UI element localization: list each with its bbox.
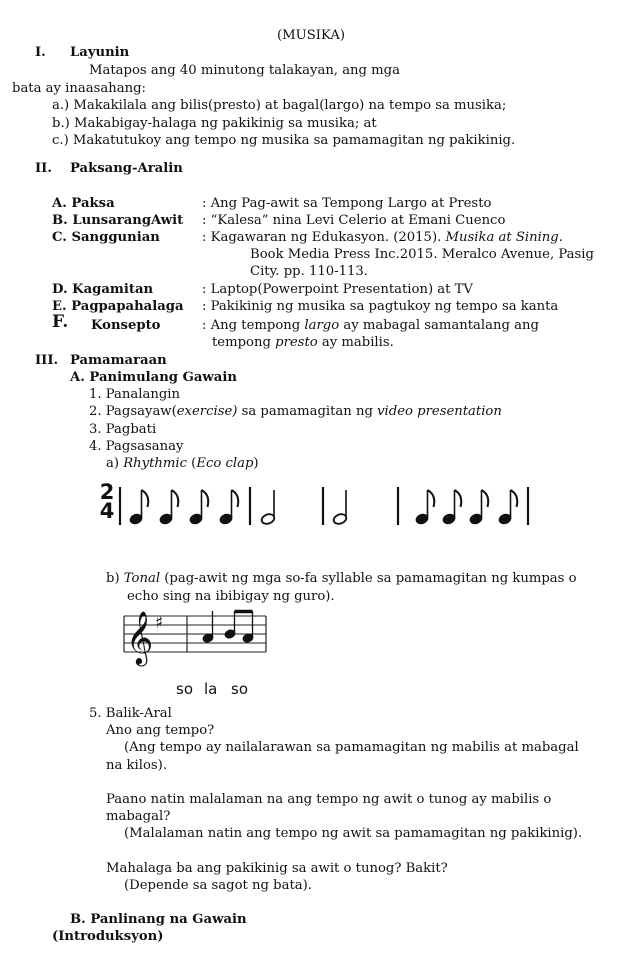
rhythmic-post: ) [253, 456, 259, 471]
objectives-intro-line-1: Matapos ang 40 minutong talakayan, ang mga [89, 63, 400, 78]
tonal-post: (pag-awit ng mga so-fa syllable sa pamamagitan ng kumpas o [160, 571, 577, 586]
review-answer-1-line-1: (Ang tempo ay nailalarawan sa pamamagitan ng mabilis at mabagal [124, 740, 579, 755]
rhythmic-pre: a) [106, 456, 124, 471]
time-signature-bottom: 4 [99, 499, 115, 523]
item-pagsasanay: 4. Pagsasanay [89, 439, 184, 454]
lunsarang-awit-label: B. LunsarangAwit [52, 213, 184, 228]
lunsarang-awit-value: : “Kalesa” nina Levi Celerio at Emani Cuenco [202, 213, 506, 228]
sanggunian-value-text: : Kagawaran ng Edukasyon. (2015). [202, 230, 446, 245]
review-question-2-line-2: mabagal? [106, 809, 171, 824]
solfa-so-1: so [176, 680, 193, 698]
solfa-so-2: so [231, 680, 248, 698]
item-pagbati: 3. Pagbati [89, 422, 157, 437]
review-answer-1-line-2: na kilos). [106, 758, 168, 773]
objective-a: a.) Makakilala ang bilis(presto) at bagal(largo) na tempo sa musika; [52, 98, 507, 113]
paksa-value: : Ang Pag-awit sa Tempong Largo at Presto [202, 196, 492, 211]
pagpapahalaga-value: : Pakikinig ng musika sa pagtukoy ng tempo sa kanta [202, 299, 559, 314]
section-2-heading: Paksang-Aralin [70, 161, 183, 176]
treble-clef-icon: 𝄞 [126, 610, 154, 664]
sanggunian-book-title: Musika at Sining. [445, 230, 563, 245]
item-pagsayaw-exercise: exercise) [176, 404, 238, 419]
tonal-pre: b) [106, 571, 124, 586]
objective-c: c.) Makatutukoy ang tempo ng musika sa pamamagitan ng pakikinig. [52, 133, 516, 148]
kagamitan-label: D. Kagamitan [52, 282, 154, 297]
solfa-la: la [204, 680, 218, 698]
konsepto-largo: largo [304, 318, 340, 333]
section-3-heading: Pamamaraan [70, 353, 167, 368]
objectives-intro-line-2: bata ay inaasahang: [12, 81, 146, 96]
item-panalangin: 1. Panalangin [89, 387, 180, 402]
section-3-numeral: III. [35, 353, 59, 368]
rhythmic-mid: ( [186, 456, 197, 471]
balik-aral-heading: 5. Balik-Aral [89, 706, 172, 721]
pagpapahalaga-label: E. Pagpapahalaga [52, 299, 184, 314]
panlinang-na-gawain-heading: B. Panlinang na Gawain [70, 912, 247, 927]
item-pagsayaw-pre: 2. Pagsayaw( [89, 404, 177, 419]
introduksyon-label: (Introduksyon) [52, 929, 164, 944]
konsepto-letter: F. [52, 312, 69, 332]
paksa-label: A. Paksa [52, 196, 115, 211]
panimulang-gawain-heading: A. Panimulang Gawain [70, 370, 237, 385]
item-pagsayaw-video: video presentation [377, 404, 502, 419]
kagamitan-value: : Laptop(Powerpoint Presentation) at TV [202, 282, 473, 297]
sanggunian-continuation-2: City. pp. 110-113. [250, 264, 368, 279]
konsepto-line-2-pre: tempong [212, 335, 276, 350]
review-question-2-line-1: Paano natin malalaman na ang tempo ng awit o tunog ay mabilis o [106, 792, 552, 807]
section-2-numeral: II. [35, 161, 52, 176]
konsepto-line-1-pre: : Ang tempong [202, 318, 305, 333]
konsepto-presto: presto [275, 335, 318, 350]
sanggunian-continuation-1: Book Media Press Inc.2015. Meralco Avenue, Pasig [250, 247, 594, 262]
tonal-word: Tonal [123, 571, 161, 586]
time-signature-top: 2 [99, 480, 115, 504]
rhythmic-word: Rhythmic [123, 456, 187, 471]
sharp-sign-icon: ♯ [155, 613, 164, 633]
page-title: (MUSIKA) [277, 28, 345, 43]
sanggunian-label: C. Sanggunian [52, 230, 160, 245]
review-question-3: Mahalaga ba ang pakikinig sa awit o tunog? Bakit? [106, 861, 448, 876]
konsepto-line-2-post: ay mabilis. [317, 335, 394, 350]
section-1-numeral: I. [35, 45, 46, 60]
objective-b: b.) Makabigay-halaga ng pakikinig sa musika; at [52, 116, 377, 131]
section-1-heading: Layunin [70, 45, 130, 60]
rhythmic-eco-clap: Eco clap [196, 456, 254, 471]
tonal-line-2: echo sing na ibibigay ng guro). [127, 589, 335, 604]
item-pagsayaw-mid: sa pamamagitan ng [237, 404, 378, 419]
review-question-1: Ano ang tempo? [106, 723, 215, 738]
review-answer-2: (Malalaman natin ang tempo ng awit sa pamamagitan ng pakikinig). [124, 826, 583, 841]
konsepto-line-1-post: ay mabagal samantalang ang [339, 318, 539, 333]
konsepto-label: Konsepto [91, 318, 161, 333]
review-answer-3: (Depende sa sagot ng bata). [124, 878, 312, 893]
